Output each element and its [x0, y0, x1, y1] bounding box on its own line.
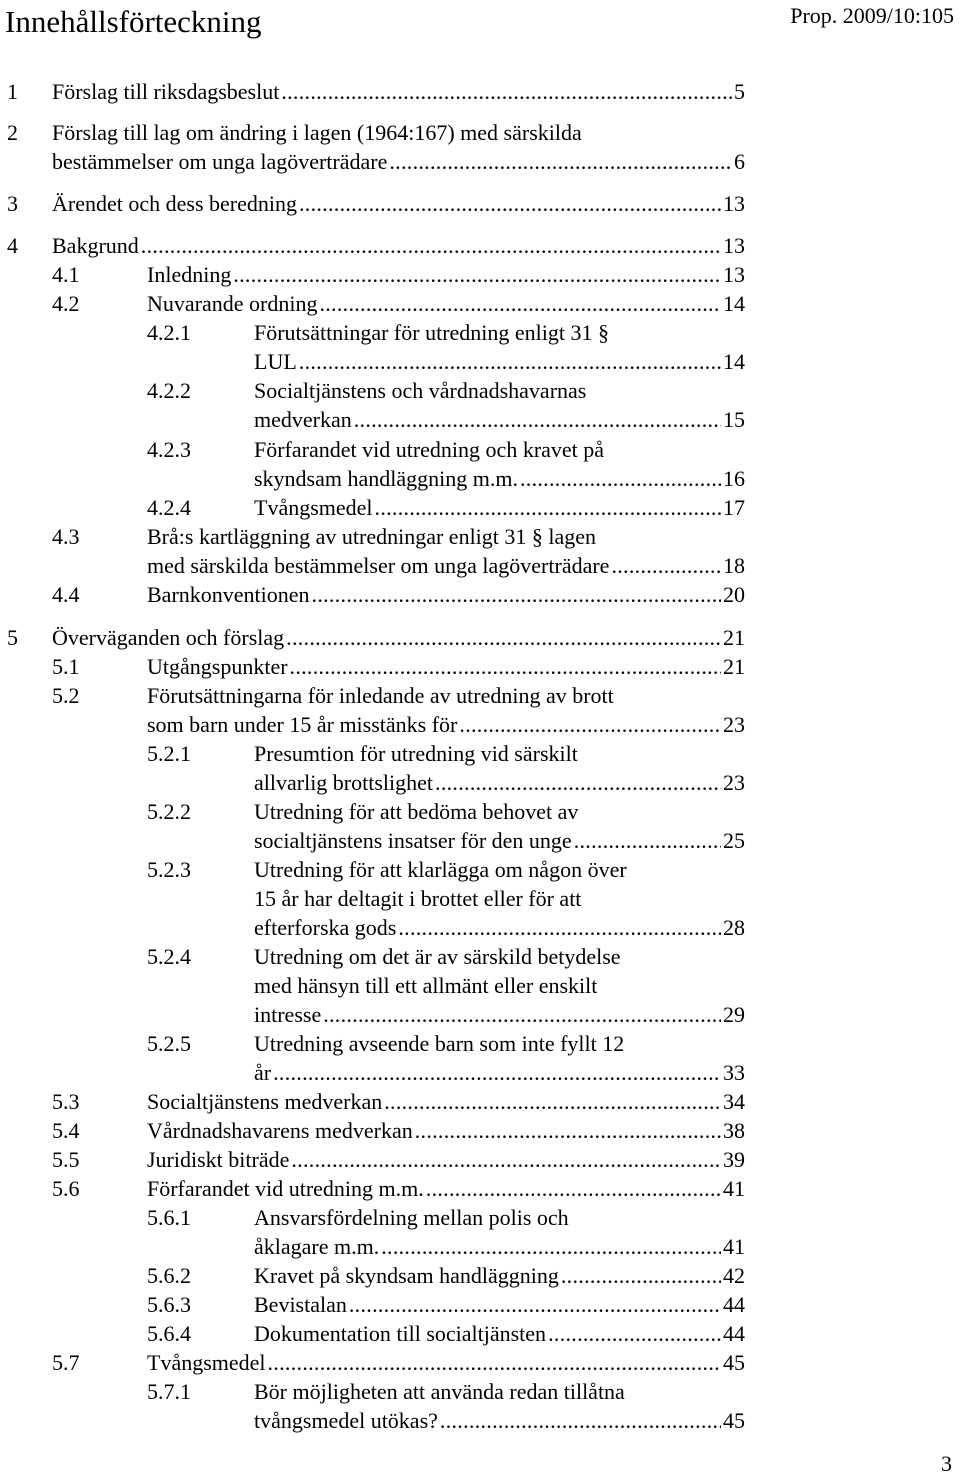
toc-entry-page: 45 — [723, 1408, 745, 1433]
toc-entry[interactable] — [147, 1088, 745, 1116]
toc-entry-title: bestämmelser om unga lagöverträdare — [52, 149, 388, 174]
toc-entry-page: 13 — [723, 233, 745, 258]
dot-leader — [268, 1349, 721, 1377]
dot-leader — [384, 1088, 721, 1116]
toc-entry-page: 33 — [723, 1060, 745, 1085]
toc-entry[interactable] — [254, 1059, 745, 1087]
toc-entry[interactable] — [147, 1146, 745, 1174]
toc-entry-number: 4.2 — [52, 291, 80, 316]
toc-entry-title: som barn under 15 år misstänks för — [147, 712, 458, 737]
toc-entry-page: 28 — [723, 915, 745, 940]
toc-entry[interactable] — [147, 1117, 745, 1145]
toc-entry[interactable] — [52, 190, 745, 218]
toc-entry-title: allvarlig brottslighet — [254, 770, 434, 795]
toc-entry-title: Ansvarsfördelning mellan polis och — [254, 1205, 569, 1230]
toc-entry-number: 5 — [7, 625, 18, 650]
toc-entry-title: år — [254, 1060, 272, 1085]
toc-entry-title: Förutsättningar för utredning enligt 31 § — [254, 320, 609, 345]
toc-entry-number: 5.6.4 — [147, 1321, 191, 1346]
toc-entry-title: Förfarandet vid utredning och kravet på — [254, 437, 605, 462]
toc-entry-number: 5.2.1 — [147, 741, 191, 766]
toc-entry-title: Bevistalan — [254, 1292, 347, 1317]
toc-entry[interactable] — [52, 232, 745, 260]
toc-entry-page: 5 — [734, 79, 745, 104]
toc-entry-number: 4.1 — [52, 262, 80, 287]
dot-leader — [520, 465, 721, 493]
toc-entry-page: 38 — [723, 1118, 745, 1143]
toc-entry-number: 5.2.4 — [147, 944, 191, 969]
dot-leader — [574, 827, 721, 855]
toc-entry[interactable] — [147, 581, 745, 609]
toc-entry-page: 42 — [723, 1263, 745, 1288]
toc-entry[interactable] — [254, 465, 745, 493]
toc-entry-number: 5.2.5 — [147, 1031, 191, 1056]
toc-entry-page: 34 — [723, 1089, 745, 1114]
toc-entry-title: Vårdnadshavarens medverkan — [147, 1118, 413, 1143]
toc-entry-number: 5.6 — [52, 1176, 80, 1201]
toc-entry-title: Inledning — [147, 262, 232, 287]
toc-entry[interactable] — [147, 1175, 745, 1203]
dot-leader — [354, 406, 721, 434]
toc-entry-title: Presumtion för utredning vid särskilt — [254, 741, 578, 766]
dot-leader — [548, 1320, 721, 1348]
toc-entry-page: 18 — [723, 553, 745, 578]
toc-entry[interactable] — [254, 406, 745, 434]
toc-entry-title: Kravet på skyndsam handläggning — [254, 1263, 559, 1288]
dot-leader — [349, 1291, 721, 1319]
toc-entry-line — [254, 377, 745, 405]
toc-entry-title: LUL — [254, 349, 297, 374]
toc-entry-title: Socialtjänstens medverkan — [147, 1089, 383, 1114]
toc-entry-page: 14 — [723, 291, 745, 316]
toc-entry-title: Juridiskt biträde — [147, 1147, 290, 1172]
toc-entry-title: socialtjänstens insatser för den unge — [254, 828, 572, 853]
toc-entry-line — [254, 972, 745, 1000]
toc-entry-title: med hänsyn till ett allmänt eller enskilt — [254, 973, 598, 998]
toc-entry-number: 5.6.3 — [147, 1292, 191, 1317]
toc-entry[interactable] — [52, 78, 745, 106]
toc-entry[interactable] — [147, 653, 745, 681]
toc-entry-line — [147, 682, 745, 710]
toc-entry[interactable] — [254, 1233, 745, 1261]
dot-leader — [398, 914, 721, 942]
dot-leader — [286, 624, 721, 652]
toc-entry-number: 5.1 — [52, 654, 80, 679]
toc-entry[interactable] — [147, 1349, 745, 1377]
toc-entry-number: 4.2.4 — [147, 495, 191, 520]
toc-entry-page: 29 — [723, 1002, 745, 1027]
toc-entry-title: Barnkonventionen — [147, 582, 310, 607]
toc-entry-line — [254, 943, 745, 971]
toc-entry-page: 44 — [723, 1321, 745, 1346]
toc-entry-line — [254, 856, 745, 884]
toc-entry-line — [254, 1030, 745, 1058]
toc-entry-page: 14 — [723, 349, 745, 374]
toc-entry-line — [254, 436, 745, 464]
toc-entry-number: 5.6.2 — [147, 1263, 191, 1288]
toc-entry-page: 21 — [723, 625, 745, 650]
toc-entry-line — [254, 1378, 745, 1406]
toc-entry-title: 15 år har deltagit i brottet eller för att — [254, 886, 582, 911]
toc-entry-title: Ärendet och dess beredning — [52, 191, 297, 216]
toc-entry[interactable] — [254, 1407, 745, 1435]
toc-entry[interactable] — [254, 1291, 745, 1319]
page-title: Innehållsförteckning — [5, 4, 262, 39]
toc-entry-number: 5.2.2 — [147, 799, 191, 824]
toc-entry-page: 6 — [734, 149, 745, 174]
toc-entry-line — [147, 523, 745, 551]
dot-leader — [611, 552, 721, 580]
toc-entry-page: 20 — [723, 582, 745, 607]
toc-entry[interactable] — [52, 624, 745, 652]
toc-entry-page: 17 — [723, 495, 745, 520]
toc-entry-number: 5.6.1 — [147, 1205, 191, 1230]
toc-entry-title: Tvångsmedel — [254, 495, 373, 520]
toc-entry-number: 4.2.1 — [147, 320, 191, 345]
toc-entry-page: 25 — [723, 828, 745, 853]
toc-entry-title: Nuvarande ordning — [147, 291, 318, 316]
toc-entry-title: Förfarandet vid utredning m.m. — [147, 1176, 424, 1201]
toc-entry-title: Utredning för att bedöma behovet av — [254, 799, 579, 824]
toc-entry-number: 5.2.3 — [147, 857, 191, 882]
dot-leader — [389, 148, 732, 176]
dot-leader — [426, 1175, 721, 1203]
toc-entry[interactable] — [147, 261, 745, 289]
toc-entry-page: 41 — [723, 1234, 745, 1259]
dot-leader — [141, 232, 721, 260]
toc-entry-title: Utredning för att klarlägga om någon över — [254, 857, 627, 882]
toc-entry-page: 39 — [723, 1147, 745, 1172]
toc-entry-number: 5.3 — [52, 1089, 80, 1114]
toc-entry-title: Tvångsmedel — [147, 1350, 266, 1375]
toc-entry-line — [254, 1204, 745, 1232]
toc-entry-title: med särskilda bestämmelser om unga lagöverträdare — [147, 553, 610, 578]
toc-entry[interactable] — [254, 494, 745, 522]
toc-entry-number: 2 — [7, 120, 18, 145]
toc-entry-number: 4.2.3 — [147, 437, 191, 462]
toc-entry[interactable] — [147, 711, 745, 739]
page-number: 3 — [941, 1451, 952, 1476]
toc-entry-title: efterforska gods — [254, 915, 397, 940]
toc-entry-number: 1 — [7, 79, 18, 104]
toc-entry[interactable] — [254, 914, 745, 942]
toc-entry[interactable] — [254, 1262, 745, 1290]
toc-entry-number: 4.3 — [52, 524, 80, 549]
dot-leader — [459, 711, 721, 739]
dot-leader — [435, 769, 721, 797]
toc-entry-title: Förslag till riksdagsbeslut — [52, 79, 280, 104]
toc-entry-title: tvångsmedel utökas? — [254, 1408, 438, 1433]
toc-entry-title: Bakgrund — [52, 233, 139, 258]
toc-entry-page: 13 — [723, 191, 745, 216]
toc-entry-page: 45 — [723, 1350, 745, 1375]
toc-entry-title: skyndsam handläggning m.m. — [254, 466, 518, 491]
toc-entry-page: 13 — [723, 262, 745, 287]
toc-entry[interactable] — [254, 769, 745, 797]
toc-entry-line — [254, 885, 745, 913]
toc-entry-number: 5.5 — [52, 1147, 80, 1172]
dot-leader — [299, 348, 721, 376]
toc-entry-number: 4 — [7, 233, 18, 258]
toc-entry-line — [254, 319, 745, 347]
toc-entry-number: 4.4 — [52, 582, 80, 607]
toc-entry-title: Bör möjligheten att använda redan tillåtna — [254, 1379, 625, 1404]
toc-entry-title: Förutsättningarna för inledande av utredning av brott — [147, 683, 614, 708]
toc-entry-title: Utgångspunkter — [147, 654, 288, 679]
dot-leader — [381, 1233, 721, 1261]
toc-entry-title: Socialtjänstens och vårdnadshavarnas — [254, 378, 587, 403]
dot-leader — [273, 1059, 721, 1087]
toc-entry-line — [254, 798, 745, 826]
toc-entry-number: 4.2.2 — [147, 378, 191, 403]
dot-leader — [319, 290, 721, 318]
toc-entry[interactable] — [147, 290, 745, 318]
toc-entry[interactable] — [254, 1320, 745, 1348]
toc-entry-page: 44 — [723, 1292, 745, 1317]
toc-entry-title: åklagare m.m. — [254, 1234, 380, 1259]
toc-entry-number: 5.2 — [52, 683, 80, 708]
toc-entry-title: intresse — [254, 1002, 322, 1027]
dot-leader — [233, 261, 721, 289]
dot-leader — [290, 653, 721, 681]
toc-entry[interactable] — [52, 148, 745, 176]
toc-entry-title: Överväganden och förslag — [52, 625, 285, 650]
toc-entry-line — [52, 119, 745, 147]
proposition-reference: Prop. 2009/10:105 — [790, 3, 954, 28]
toc-entry[interactable] — [254, 1001, 745, 1029]
toc-entry-title: Utredning om det är av särskild betydelse — [254, 944, 621, 969]
toc-entry-page: 41 — [723, 1176, 745, 1201]
dot-leader — [415, 1117, 721, 1145]
dot-leader — [312, 581, 721, 609]
toc-entry-line — [254, 740, 745, 768]
toc-entry-number: 5.7.1 — [147, 1379, 191, 1404]
toc-entry-title: Dokumentation till socialtjänsten — [254, 1321, 547, 1346]
dot-leader — [281, 78, 732, 106]
toc-entry-number: 3 — [7, 191, 18, 216]
toc-entry-title: Brå:s kartläggning av utredningar enligt 31 § lagen — [147, 524, 597, 549]
toc-entry-number: 5.7 — [52, 1350, 80, 1375]
toc-entry-page: 23 — [723, 770, 745, 795]
toc-entry-page: 15 — [723, 407, 745, 432]
toc-entry-title: Utredning avseende barn som inte fyllt 12 — [254, 1031, 625, 1056]
toc-entry-page: 16 — [723, 466, 745, 491]
toc-entry-number: 5.4 — [52, 1118, 80, 1143]
toc-entry-title: medverkan — [254, 407, 352, 432]
dot-leader — [323, 1001, 721, 1029]
dot-leader — [291, 1146, 721, 1174]
dot-leader — [375, 494, 721, 522]
toc-entry[interactable] — [254, 348, 745, 376]
toc-entry-page: 23 — [723, 712, 745, 737]
toc-entry-title: Förslag till lag om ändring i lagen (1964:167) med särskilda — [52, 120, 582, 145]
dot-leader — [440, 1407, 721, 1435]
toc-entry[interactable] — [147, 552, 745, 580]
dot-leader — [299, 190, 721, 218]
toc-entry[interactable] — [254, 827, 745, 855]
toc-entry-page: 21 — [723, 654, 745, 679]
dot-leader — [561, 1262, 721, 1290]
